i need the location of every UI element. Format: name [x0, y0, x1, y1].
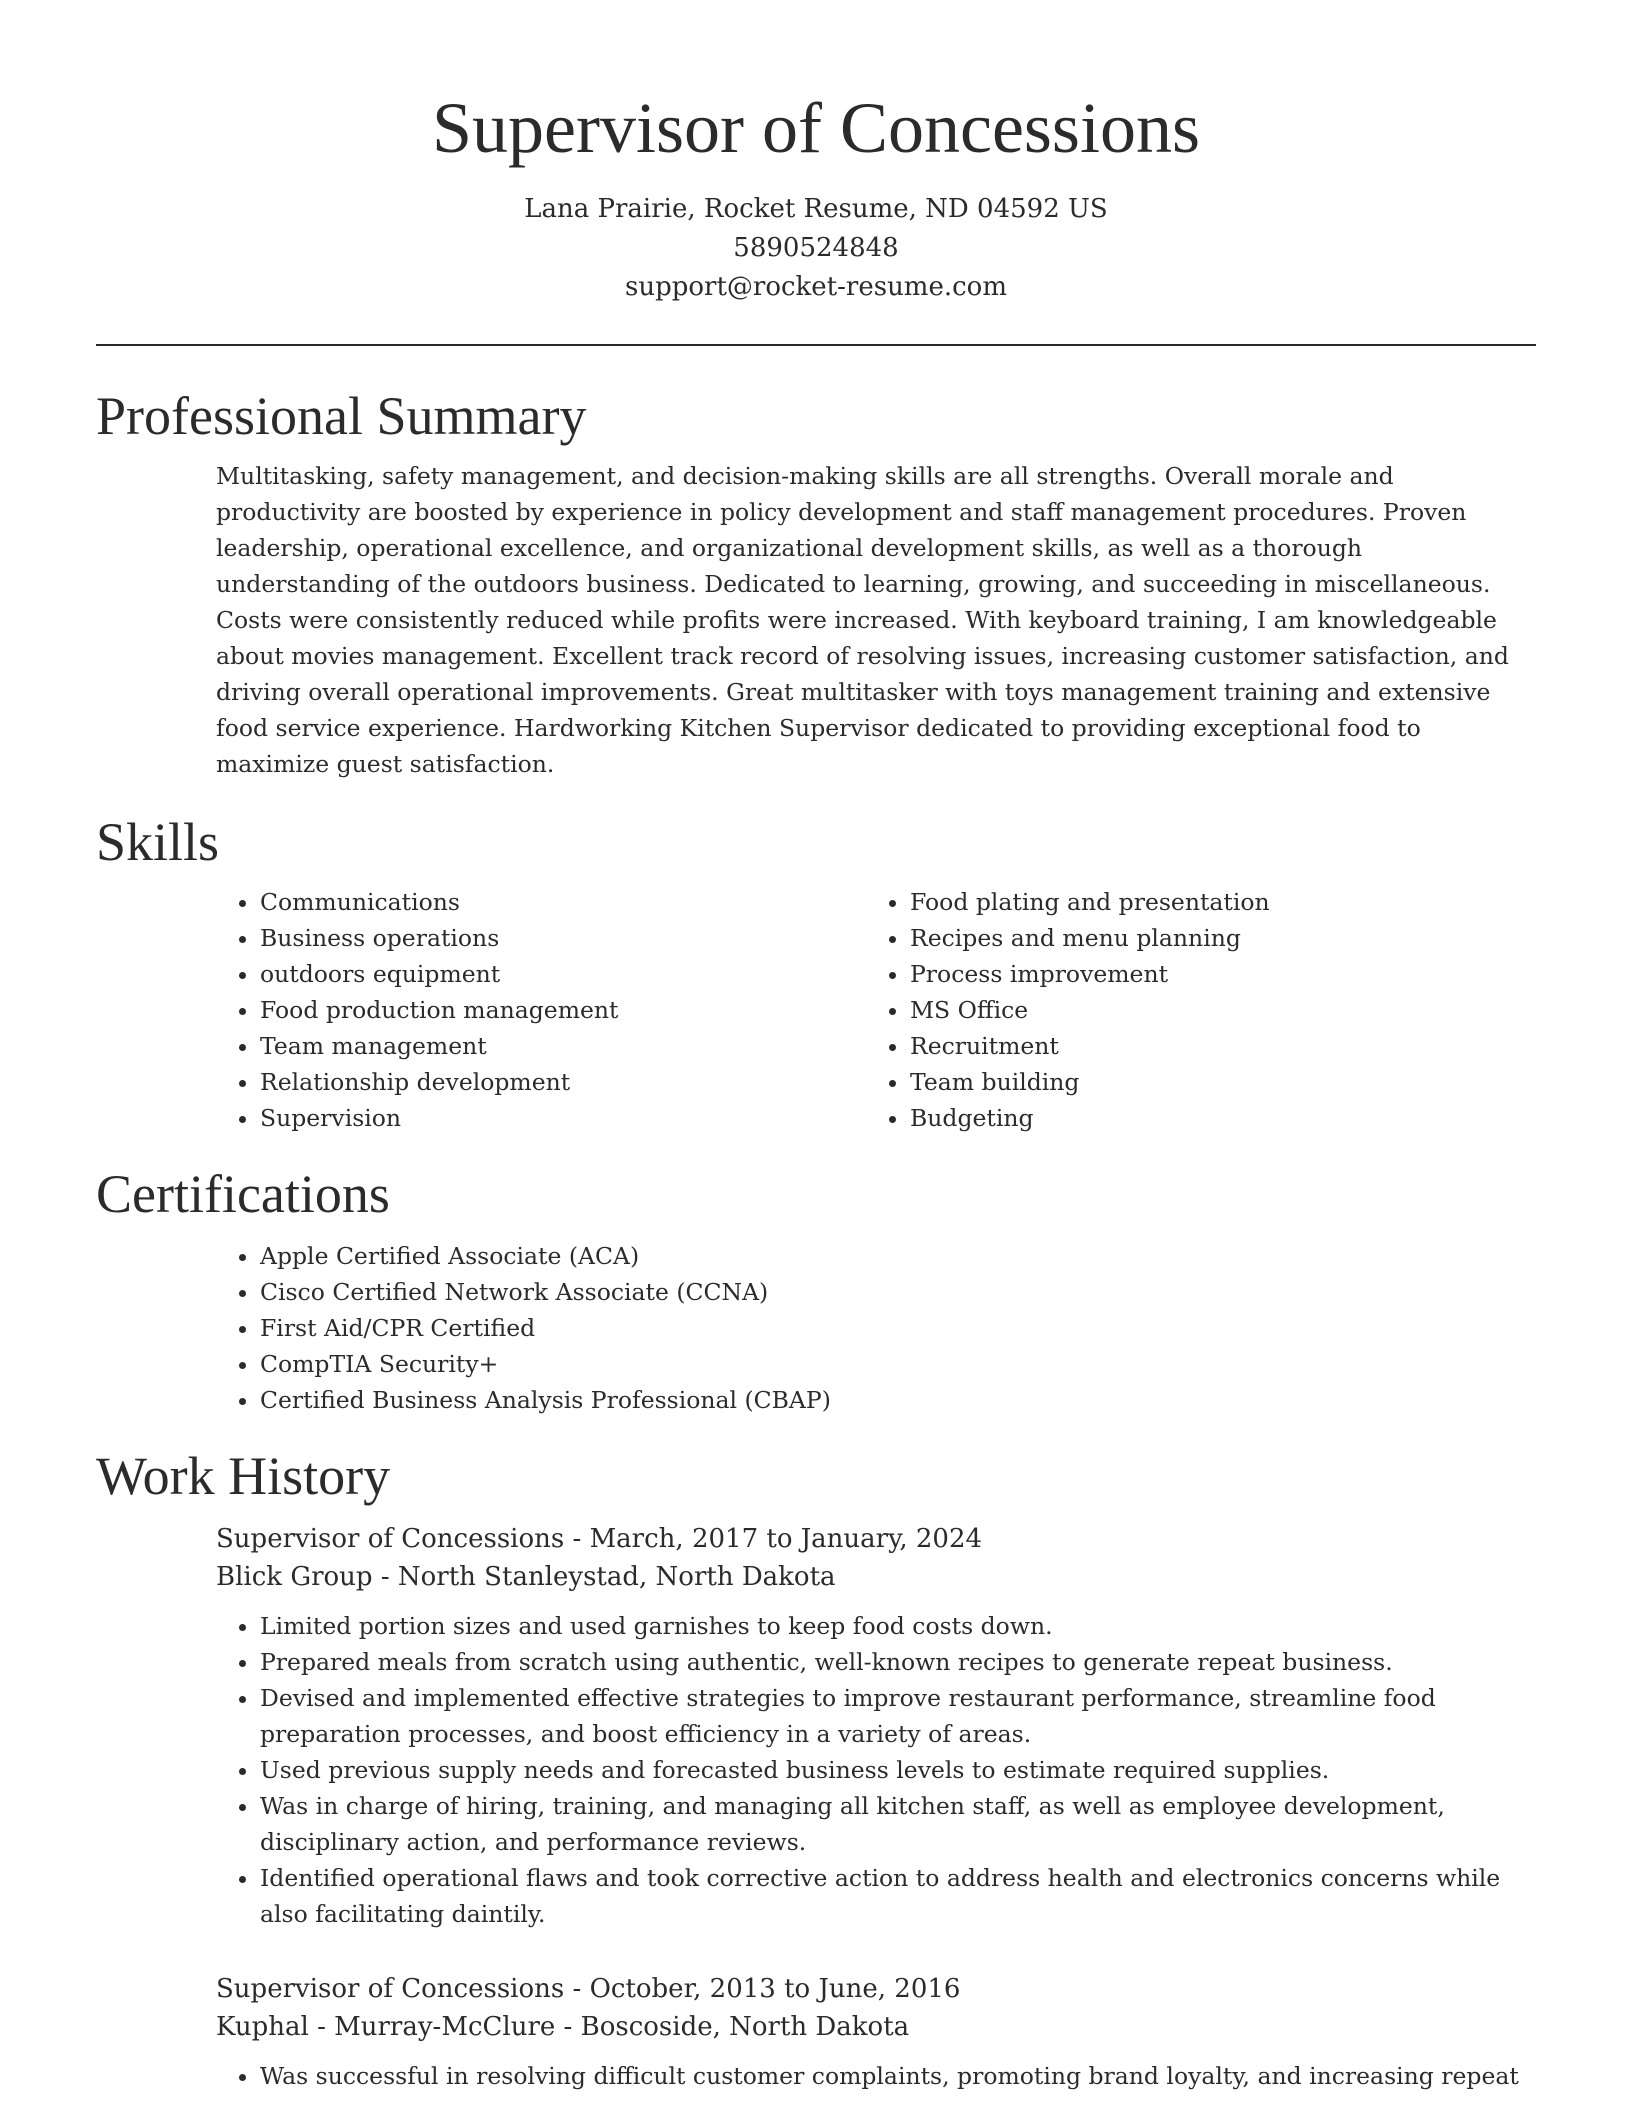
phone-line: 5890524848	[733, 233, 899, 263]
jobs-list	[216, 1520, 1536, 2094]
list-item: • Prepared meals from scratch using authentic, well-known recipes to generate repeat business.	[260, 1644, 1536, 1680]
job-title: Supervisor of Concessions	[216, 1524, 565, 1554]
list-item: • Was in charge of hiring, training, and managing all kitchen staff, as well as employee development, disciplinary action, and performance reviews.	[260, 1788, 1536, 1860]
job-meta	[216, 1970, 1536, 2046]
skills-right-column	[866, 884, 1516, 1136]
job-location: North Stanleystad, North Dakota	[397, 1562, 836, 1592]
candidate-name: Supervisor of Concessions	[432, 88, 1200, 168]
list-item: • Was successful in resolving difficult customer complaints, promoting brand loyalty, and increasing repeat	[260, 2058, 1536, 2094]
skills-left-column	[216, 884, 866, 1136]
job-bullets	[216, 2058, 1536, 2094]
list-item: • Identified operational flaws and took corrective action to address health and electronics concerns while also facilitating daintily.	[260, 1860, 1536, 1932]
job-entry	[216, 1970, 1536, 2094]
list-item: • Recipes and menu planning	[910, 920, 1516, 956]
list-item: • Apple Certified Associate (ACA)	[260, 1238, 1536, 1274]
certifications-section	[96, 1162, 1536, 1418]
separator: -	[564, 1524, 590, 1554]
list-item: • Business operations	[260, 920, 866, 956]
work-history-title: Work History	[96, 1446, 391, 1506]
list-item: • MS Office	[910, 992, 1516, 1028]
job-title: Supervisor of Concessions	[216, 1974, 565, 2004]
header-divider	[96, 344, 1536, 346]
resume-page	[96, 0, 1536, 2094]
summary-text: Multitasking, safety management, and decision-making skills are all strengths. Overall morale and productivity are boosted by experience in policy development and staff management procedures. Proven leadership, operational excellence, and organizational development skills, as well as a thorough understanding of the outdoors business. Dedicated to learning, growing, and succeeding in miscellaneous. Costs were consistently reduced while profits were increased. With keyboard training, I am knowledgeable about movies management. Excellent track record of resolving issues, increasing customer satisfaction, and driving overall operational improvements. Great multitasker with toys management training and extensive food service experience. Hardworking Kitchen Supervisor dedicated to providing exceptional food to maximize guest satisfaction.	[216, 462, 1509, 778]
list-item: • Relationship development	[260, 1064, 866, 1100]
separator: -	[555, 2012, 581, 2042]
certifications-list	[216, 1238, 1536, 1418]
job-company: Blick Group	[216, 1562, 373, 1592]
list-item: • Devised and implemented effective strategies to improve restaurant performance, streamline food preparation processes, and boost efficiency in a variety of areas.	[260, 1680, 1536, 1752]
list-item: • Team building	[910, 1064, 1516, 1100]
separator: -	[564, 1974, 590, 2004]
list-item: • Limited portion sizes and used garnishes to keep food costs down.	[260, 1608, 1536, 1644]
certifications-title: Certifications	[96, 1164, 390, 1224]
list-item: • Food production management	[260, 992, 866, 1028]
summary-title: Professional Summary	[96, 386, 587, 446]
job-dates: October, 2013 to June, 2016	[589, 1974, 961, 2004]
list-item: • Budgeting	[910, 1100, 1516, 1136]
resume-header	[96, 0, 1536, 307]
list-item: • Food plating and presentation	[910, 884, 1516, 920]
job-company-line	[216, 2008, 1536, 2046]
list-item: • Cisco Certified Network Associate (CCNA)	[260, 1274, 1536, 1310]
job-location: Boscoside, North Dakota	[580, 2012, 910, 2042]
list-item: • CompTIA Security+	[260, 1346, 1536, 1382]
work-history-section	[96, 1444, 1536, 2094]
skills-title: Skills	[96, 812, 220, 872]
separator: -	[372, 1562, 398, 1592]
job-meta	[216, 1520, 1536, 1596]
job-title-line	[216, 1520, 1536, 1558]
address-line: Lana Prairie, Rocket Resume, ND 04592 US	[524, 194, 1108, 224]
list-item: • Supervision	[260, 1100, 866, 1136]
job-dates: March, 2017 to January, 2024	[589, 1524, 983, 1554]
list-item: • Process improvement	[910, 956, 1516, 992]
list-item: • First Aid/CPR Certified	[260, 1310, 1536, 1346]
skills-section	[96, 810, 1536, 1136]
list-item: • Used previous supply needs and forecasted business levels to estimate required supplies.	[260, 1752, 1536, 1788]
job-title-line	[216, 1970, 1536, 2008]
job-entry	[216, 1520, 1536, 1932]
job-company-line	[216, 1558, 1536, 1596]
skills-left-list	[216, 884, 866, 1136]
list-item: • Team management	[260, 1028, 866, 1064]
email-line: support@rocket-resume.com	[624, 272, 1007, 302]
list-item: • outdoors equipment	[260, 956, 866, 992]
job-bullets	[216, 1608, 1536, 1932]
summary-section	[96, 384, 1536, 782]
list-item: • Communications	[260, 884, 866, 920]
list-item: • Certified Business Analysis Professional (CBAP)	[260, 1382, 1536, 1418]
list-item: • Recruitment	[910, 1028, 1516, 1064]
skills-right-list	[866, 884, 1516, 1136]
job-company: Kuphal - Murray-McClure	[216, 2012, 556, 2042]
